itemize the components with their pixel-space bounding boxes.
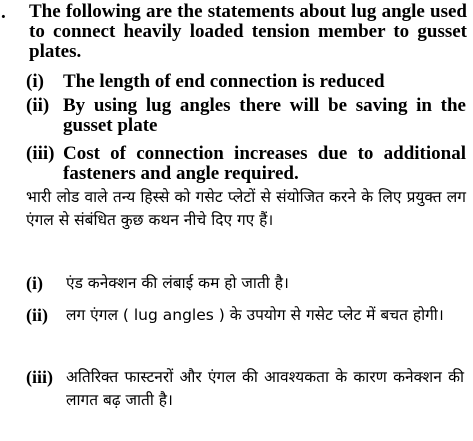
- option-hindi-2: [26, 304, 466, 352]
- option-number: (ii): [26, 95, 50, 116]
- option-number: (i): [26, 273, 43, 293]
- option-number: (iii): [26, 367, 53, 387]
- option-text: लग एंगल ( lug angles ) के उपयोग से गसेट प्लेट में बचत होगी।: [66, 306, 444, 324]
- question-marker: .: [1, 2, 6, 23]
- question-stem-english: The following are the statements about lug angle used to connect heavily loaded tension member to gusset plates.: [29, 1, 467, 62]
- question-stem-hindi: भारी लोड वाले तन्य हिस्से को गसेट प्लेटों से संयोजित करने के लिए प्रयुक्त लग एंगल से संबंधित कुछ कथन नीचे दिए गए हैं।: [26, 188, 466, 229]
- option-english-2: [26, 96, 466, 138]
- option-number: (ii): [26, 305, 48, 325]
- option-text: Cost of connection increases due to additional fasteners and angle required.: [63, 143, 466, 184]
- option-english-3: [26, 144, 466, 186]
- option-text: अतिरिक्त फास्टनरों और एंगल की आवश्यकता के कारण कनेक्शन की लागत बढ़ जाती है।: [66, 368, 464, 409]
- option-text: The length of end connection is reduced: [63, 71, 385, 92]
- option-english-1: [26, 72, 466, 92]
- option-text: By using lug angles there will be saving in the gusset plate: [63, 95, 466, 136]
- option-hindi-3: [26, 366, 466, 414]
- option-number: (iii): [26, 143, 55, 164]
- option-number: (i): [26, 71, 44, 92]
- option-hindi-1: [26, 272, 466, 296]
- option-text: एंड कनेक्शन की लंबाई कम हो जाती है।: [66, 274, 289, 292]
